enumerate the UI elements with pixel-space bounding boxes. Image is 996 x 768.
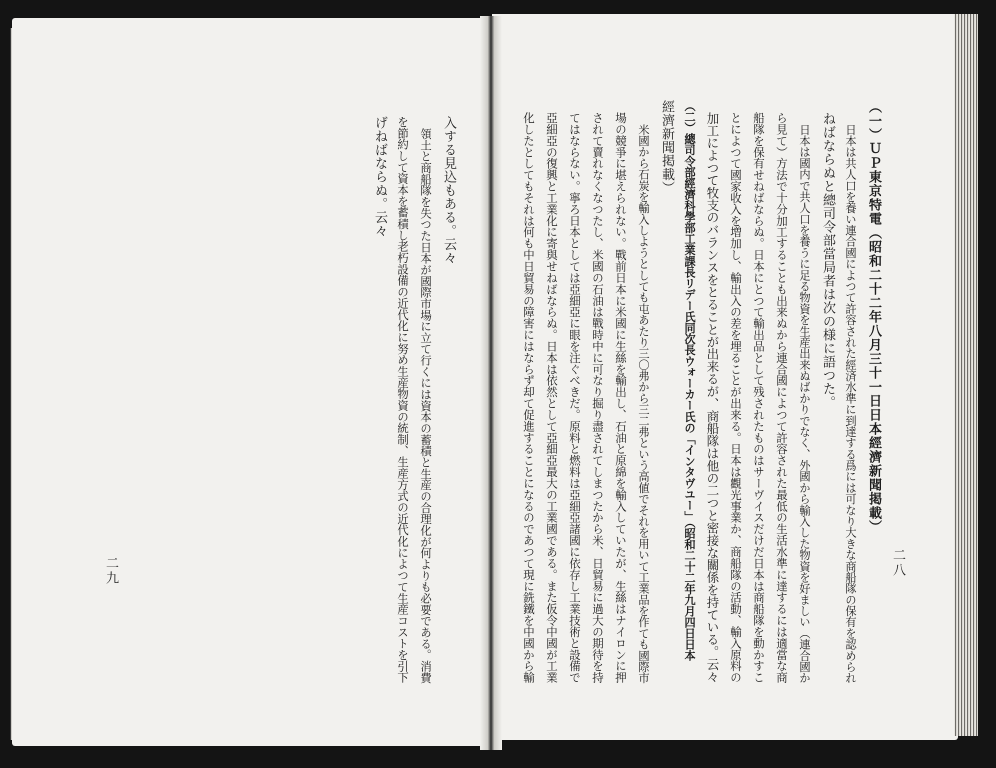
text-line: 場の競爭に堪えられない。戰前日本に米國に生絲を輸出し、石油と原綿を輸入していたが、生絲はナイロンに押 bbox=[614, 112, 628, 683]
text-line: 日本は共人口を養い連合國によつて許容された經済水準に到達する爲には可なり大きな商船隊の保有を認められ bbox=[844, 124, 857, 684]
text-line: 領土と商船隊を失つた日本が國際市場に立て行くには資本の蓄積と生産の合理化が何よりも必要である。消費 bbox=[419, 128, 433, 684]
text-line: 加工によつて牧支のバランスをとることが出来るが、商船隊は他の二つと密接な關係を持ている。云々 bbox=[705, 112, 720, 683]
heading-1: （一）ＵＰ東京特電（昭和二十二年八月三十一日日本經濟新聞掲載） bbox=[866, 100, 881, 534]
text-line: てはならない。寧ろ日本としては亞細亞に眼を注ぐべきだ。原料と燃料は亞細亞諸國に依存し工業技術と設備で bbox=[568, 112, 582, 683]
text-line: 化したとしてもそれは何も中日貿易の障害にはならず却て促進することになるのであつて現に銑鐵を中國から輸 bbox=[522, 112, 536, 683]
text-line: 船隊を保有せねばならぬ。日本にとつて輸出品として残されたものはサーヴイスだけだ日本は商船隊を動かすこ bbox=[752, 112, 766, 683]
text-line: げねばならぬ。云々 bbox=[372, 116, 387, 238]
text-line: 入する見込もある。云々 bbox=[441, 116, 456, 265]
text-line: されて賣れなくなつたし、米國の石油は戰時中に可なり掘り盡されてしまつたから米、日貿易に過大の期待を持 bbox=[591, 112, 605, 683]
heading-2: （二）總司令部經濟科學部工業課長リデー氏同次長ウォーカー氏の「インタヴユー」（昭和二十二年九月四日日本 bbox=[683, 100, 696, 662]
text-line: を節約して資本を蓄積し老朽設備の近代化に努め生産物資の統制、生産方式の近代化によつて生産コストを引下 bbox=[396, 116, 410, 683]
text-line: とによつて國家收入を増加し、輸出入の差を埋ることが出来る。日本は觀光事業か、商船隊の活動、輸入原料の bbox=[729, 112, 743, 683]
text-line: 米國から石炭を輸入しようとしても屯あたり三〇弗から三二弗という高値でそれを用いて工業品を作ても國際市 bbox=[637, 124, 650, 684]
book-gutter bbox=[480, 16, 502, 750]
page-number-left: 二九 bbox=[103, 556, 118, 586]
text-line: 亞細亞の復興と工業化に寄與せねばならぬ。日本は依然として亞細亞最大の工業國である。また仮令中國が工業 bbox=[545, 112, 559, 683]
page-number-right: 二八 bbox=[890, 548, 905, 578]
heading-2-cont: 經濟新聞掲載） bbox=[659, 100, 674, 195]
text-line: 日本は國内で共人口を養うに足る物資を生産出来ぬばかりでなく、外國から輸入した物資を好ましい（連合國か bbox=[798, 124, 811, 684]
text-line: ねばならぬと總司令部當局者は次の様に語つた。 bbox=[820, 112, 835, 409]
text-line: ら見て）方法で十分加工することも出来ぬから連合國によつて許容された最低の生活水準に達するには適當な商 bbox=[775, 112, 789, 683]
right-page-edges bbox=[954, 14, 978, 736]
